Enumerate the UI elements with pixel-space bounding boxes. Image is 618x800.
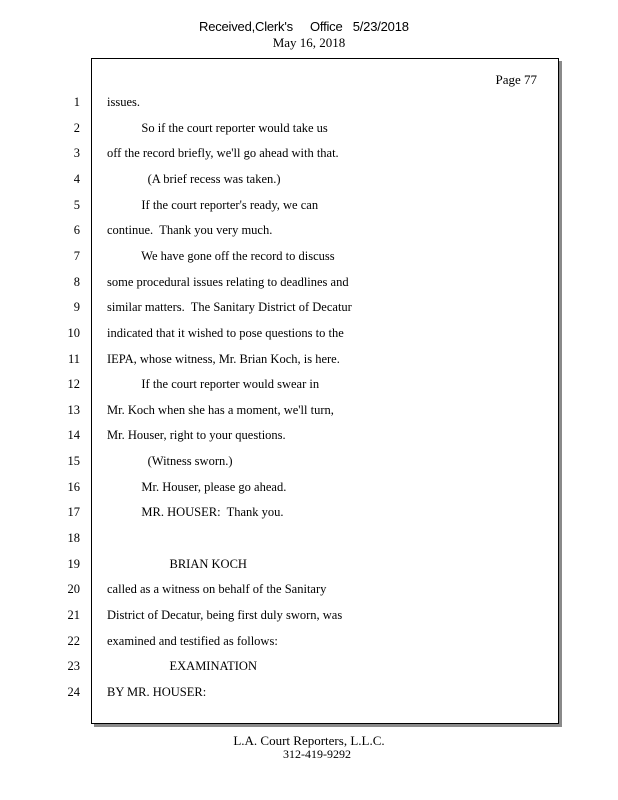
line-number: 9 xyxy=(73,300,80,314)
transcript-line-text: examined and testified as follows: xyxy=(107,634,278,648)
line-number: 17 xyxy=(67,505,80,519)
line-number: 2 xyxy=(73,121,80,135)
transcript-line-text: BY MR. HOUSER: xyxy=(107,685,207,699)
line-number: 15 xyxy=(67,454,80,468)
transcript-line-text: called as a witness on behalf of the Sanitary xyxy=(107,582,327,596)
line-number: 3 xyxy=(73,146,80,160)
transcript-line-text: off the record briefly, we'll go ahead with that. xyxy=(107,146,339,160)
line-number: 4 xyxy=(73,172,80,186)
transcript-line-text: indicated that it wished to pose questions to the xyxy=(107,326,344,340)
document-date: May 16, 2018 xyxy=(272,35,346,50)
transcript-line-text: IEPA, whose witness, Mr. Brian Koch, is here. xyxy=(107,352,340,366)
transcript-line-text: District of Decatur, being first duly sworn, was xyxy=(107,608,343,622)
received-stamp: Received,Clerk's Office 5/23/2018 xyxy=(199,19,409,34)
transcript-line-text: If the court reporter's ready, we can xyxy=(107,198,319,212)
transcript-line-text: If the court reporter would swear in xyxy=(107,377,320,391)
line-number: 19 xyxy=(67,557,80,571)
transcript-line-text: similar matters. The Sanitary District of Decatur xyxy=(107,300,352,314)
reporter-company: L.A. Court Reporters, L.L.C. xyxy=(233,733,385,748)
line-number: 21 xyxy=(67,608,80,622)
line-number: 8 xyxy=(73,275,80,289)
line-number: 20 xyxy=(67,582,80,596)
transcript-line-text: EXAMINATION xyxy=(107,659,257,673)
line-number: 6 xyxy=(73,223,80,237)
line-number: 1 xyxy=(73,95,80,109)
transcript-line-text: MR. HOUSER: Thank you. xyxy=(107,505,284,519)
transcript-line-text: So if the court reporter would take us xyxy=(107,121,328,135)
line-number: 5 xyxy=(73,198,80,212)
line-number: 7 xyxy=(73,249,80,263)
transcript-line-text: (A brief recess was taken.) xyxy=(107,172,281,186)
transcript-line-text: We have gone off the record to discuss xyxy=(107,249,335,263)
transcript-line-text: (Witness sworn.) xyxy=(107,454,233,468)
line-number: 22 xyxy=(67,634,80,648)
line-number: 23 xyxy=(67,659,80,673)
line-number: 10 xyxy=(67,326,80,340)
line-number: 16 xyxy=(67,480,80,494)
transcript-line-text: Mr. Houser, please go ahead. xyxy=(107,480,287,494)
line-number: 12 xyxy=(67,377,80,391)
transcript-line-text: Mr. Houser, right to your questions. xyxy=(107,428,286,442)
page-number: Page 77 xyxy=(495,72,537,87)
line-number: 13 xyxy=(67,403,80,417)
transcript-line-text: issues. xyxy=(107,95,140,109)
line-number: 14 xyxy=(67,428,80,442)
transcript-line-text: continue. Thank you very much. xyxy=(107,223,273,237)
line-number: 24 xyxy=(67,685,80,699)
reporter-phone: 312-419-9292 xyxy=(283,747,351,761)
transcript-line-text: BRIAN KOCH xyxy=(107,557,247,571)
line-number: 11 xyxy=(67,352,80,366)
transcript-line-text: some procedural issues relating to deadlines and xyxy=(107,275,349,289)
transcript-line-text: Mr. Koch when she has a moment, we'll turn, xyxy=(107,403,334,417)
line-number: 18 xyxy=(67,531,80,545)
